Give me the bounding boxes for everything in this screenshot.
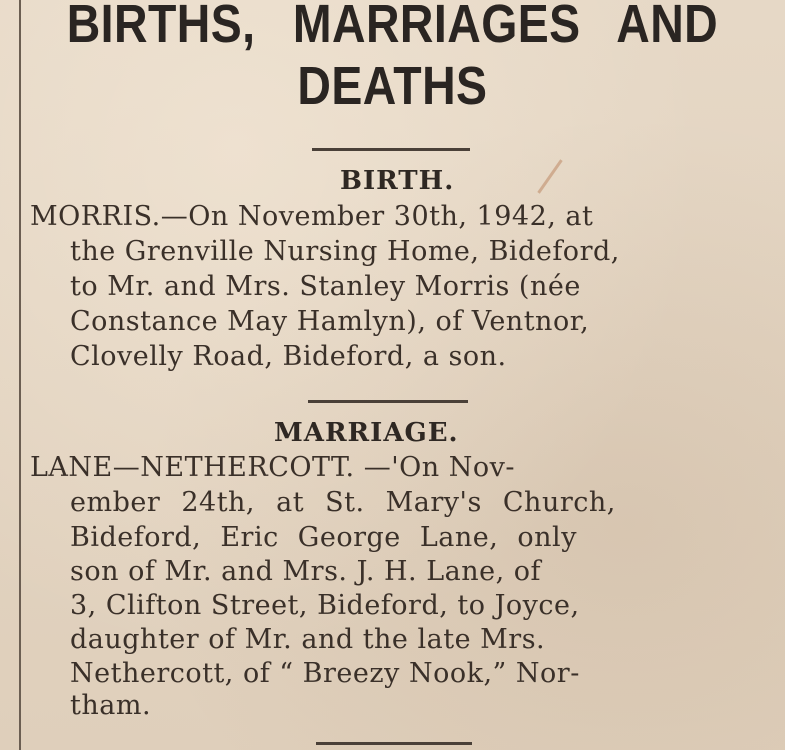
birth-line: MORRIS.—On November 30th, 1942, at <box>30 201 594 232</box>
marriage-line: daughter of Mr. and the late Mrs. <box>70 624 546 655</box>
marriage-line: son of Mr. and Mrs. J. H. Lane, of <box>70 556 542 587</box>
section-divider-top <box>312 148 470 151</box>
marriage-line: LANE—NETHERCOTT. —'On Nov- <box>30 452 515 483</box>
birth-section-title: BIRTH. <box>340 166 455 196</box>
marriage-line: Bideford, Eric George Lane, only <box>70 522 577 553</box>
page-title-line-1: BIRTHS, MARRIAGES AND <box>66 0 719 54</box>
marriage-line: 3, Clifton Street, Bideford, to Joyce, <box>70 590 580 621</box>
page-title-line-2: DEATHS <box>297 56 488 116</box>
section-divider-bottom <box>316 742 472 745</box>
marriage-section-title: MARRIAGE. <box>274 418 459 448</box>
section-divider-middle <box>308 400 468 403</box>
marriage-line: tham. <box>70 690 152 721</box>
birth-line: to Mr. and Mrs. Stanley Morris (née <box>70 271 581 302</box>
ink-smudge <box>537 159 562 193</box>
birth-line: the Grenville Nursing Home, Bideford, <box>70 236 620 267</box>
marriage-line: Nethercott, of “ Breezy Nook,” Nor- <box>70 658 580 689</box>
birth-line: Clovelly Road, Bideford, a son. <box>70 341 507 372</box>
birth-line: Constance May Hamlyn), of Ventnor, <box>70 306 590 337</box>
column-divider <box>19 0 21 750</box>
marriage-line: ember 24th, at St. Mary's Church, <box>70 487 616 518</box>
